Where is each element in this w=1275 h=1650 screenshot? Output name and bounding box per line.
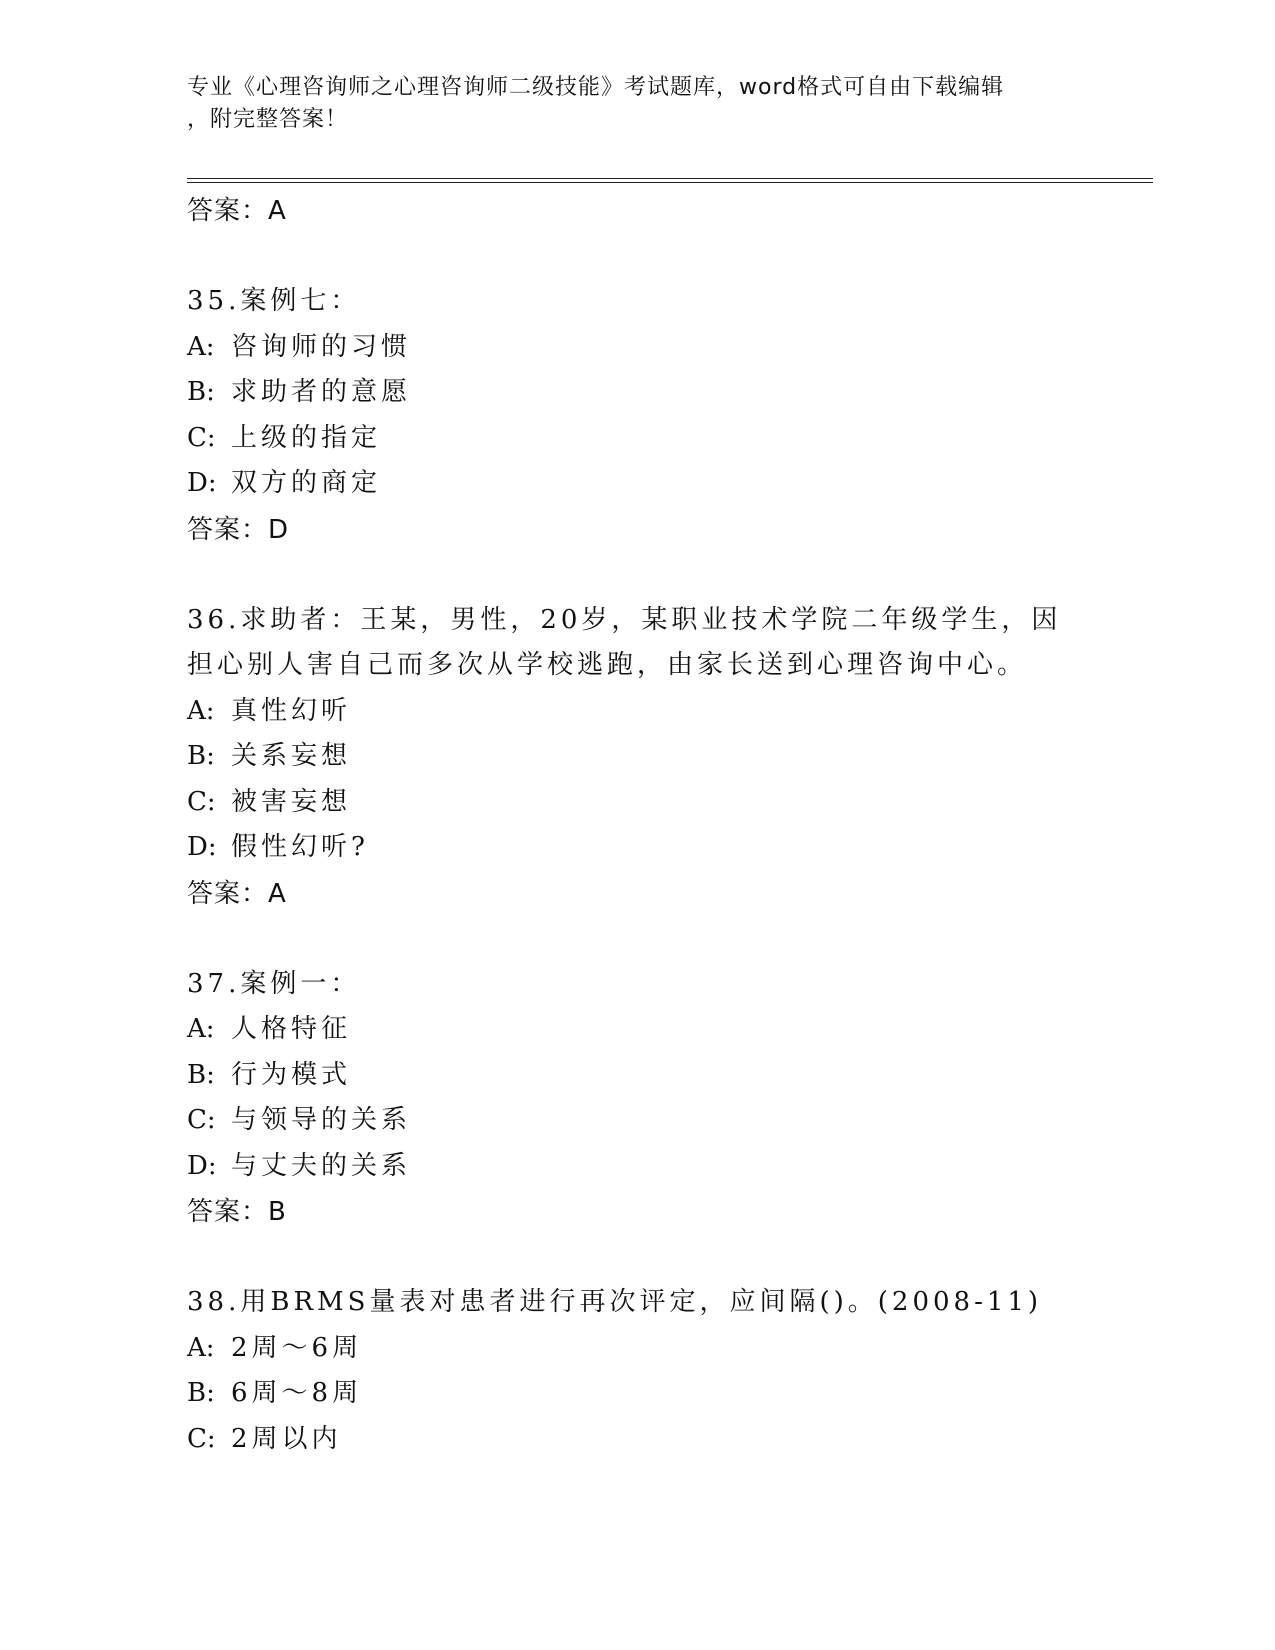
- question-block: [187, 598, 1087, 917]
- answer-line: 答案：B: [187, 1197, 287, 1227]
- header-line-2: ，附完整答案！: [187, 107, 349, 132]
- option-a: [187, 689, 1087, 735]
- option-letter: A:: [187, 1332, 215, 1363]
- spacer: [187, 234, 1087, 279]
- option-b: [187, 734, 1087, 780]
- option-letter: B:: [187, 1378, 215, 1408]
- question-block: [187, 962, 1087, 1236]
- question-text: 38.用BRMS量表对患者进行再次评定，应间隔()。(2008-11): [187, 1287, 1043, 1317]
- option-text: 双方的商定: [231, 468, 382, 498]
- option-d: [187, 825, 1087, 871]
- header-line-1: 专业《心理咨询师之心理咨询师二级技能》考试题库，word格式可自由下载编辑: [187, 75, 1005, 100]
- option-letter: C:: [187, 786, 216, 817]
- option-c: [187, 1098, 1087, 1144]
- option-text: 被害妄想: [231, 786, 352, 817]
- header-rule-bottom: [187, 182, 1153, 183]
- option-letter: B:: [187, 377, 215, 407]
- option-letter: D:: [187, 1150, 217, 1181]
- option-a: [187, 1007, 1087, 1053]
- option-c: [187, 416, 1087, 462]
- option-c: [187, 1417, 1087, 1463]
- question-text: 36.求助者：王某，男性，20岁，某职业技术学院二年级学生，因担心别人害自己而多次从学校逃跑，由家长送到心理咨询中心。: [187, 604, 1062, 680]
- option-b: [187, 1371, 1087, 1417]
- option-text: 6周～8周: [231, 1378, 363, 1408]
- option-text: 真性幻听: [231, 695, 352, 726]
- option-text: 咨询师的习惯: [231, 331, 412, 362]
- option-text: 行为模式: [231, 1059, 352, 1090]
- document-body: [187, 188, 1087, 1462]
- option-letter: C:: [187, 1423, 216, 1454]
- option-text: 2周～6周: [231, 1332, 363, 1363]
- option-letter: C:: [187, 1105, 216, 1135]
- option-letter: B:: [187, 741, 215, 771]
- spacer: [187, 553, 1087, 598]
- option-letter: D:: [187, 832, 217, 862]
- answer-line: 答案：A: [187, 878, 287, 909]
- option-b: [187, 370, 1087, 416]
- option-letter: C:: [187, 422, 216, 453]
- question-block: [187, 279, 1087, 553]
- option-d: [187, 461, 1087, 507]
- page-header: [187, 72, 1087, 136]
- spacer: [187, 917, 1087, 962]
- option-letter: A:: [187, 331, 215, 362]
- option-text: 与领导的关系: [231, 1105, 412, 1135]
- option-letter: A:: [187, 695, 215, 726]
- header-rule-top: [187, 178, 1153, 179]
- option-text: 上级的指定: [231, 422, 382, 453]
- option-text: 2周以内: [231, 1423, 342, 1454]
- option-text: 关系妄想: [231, 741, 352, 771]
- option-b: [187, 1053, 1087, 1099]
- option-a: [187, 1326, 1087, 1372]
- option-a: [187, 325, 1087, 371]
- question-text: 35.案例七：: [187, 286, 361, 316]
- spacer: [187, 1235, 1087, 1280]
- option-letter: A:: [187, 1014, 215, 1044]
- question-block: [187, 1280, 1087, 1462]
- option-c: [187, 780, 1087, 826]
- option-text: 人格特征: [231, 1014, 352, 1044]
- option-letter: B:: [187, 1059, 215, 1090]
- answer-line: 答案：A: [187, 196, 287, 226]
- option-d: [187, 1144, 1087, 1190]
- answer-line: 答案：D: [187, 514, 290, 545]
- question-text: 37.案例一：: [187, 968, 361, 999]
- option-text: 求助者的意愿: [231, 377, 412, 407]
- option-text: 与丈夫的关系: [231, 1150, 412, 1181]
- option-letter: D:: [187, 468, 217, 498]
- option-text: 假性幻听?: [231, 832, 369, 862]
